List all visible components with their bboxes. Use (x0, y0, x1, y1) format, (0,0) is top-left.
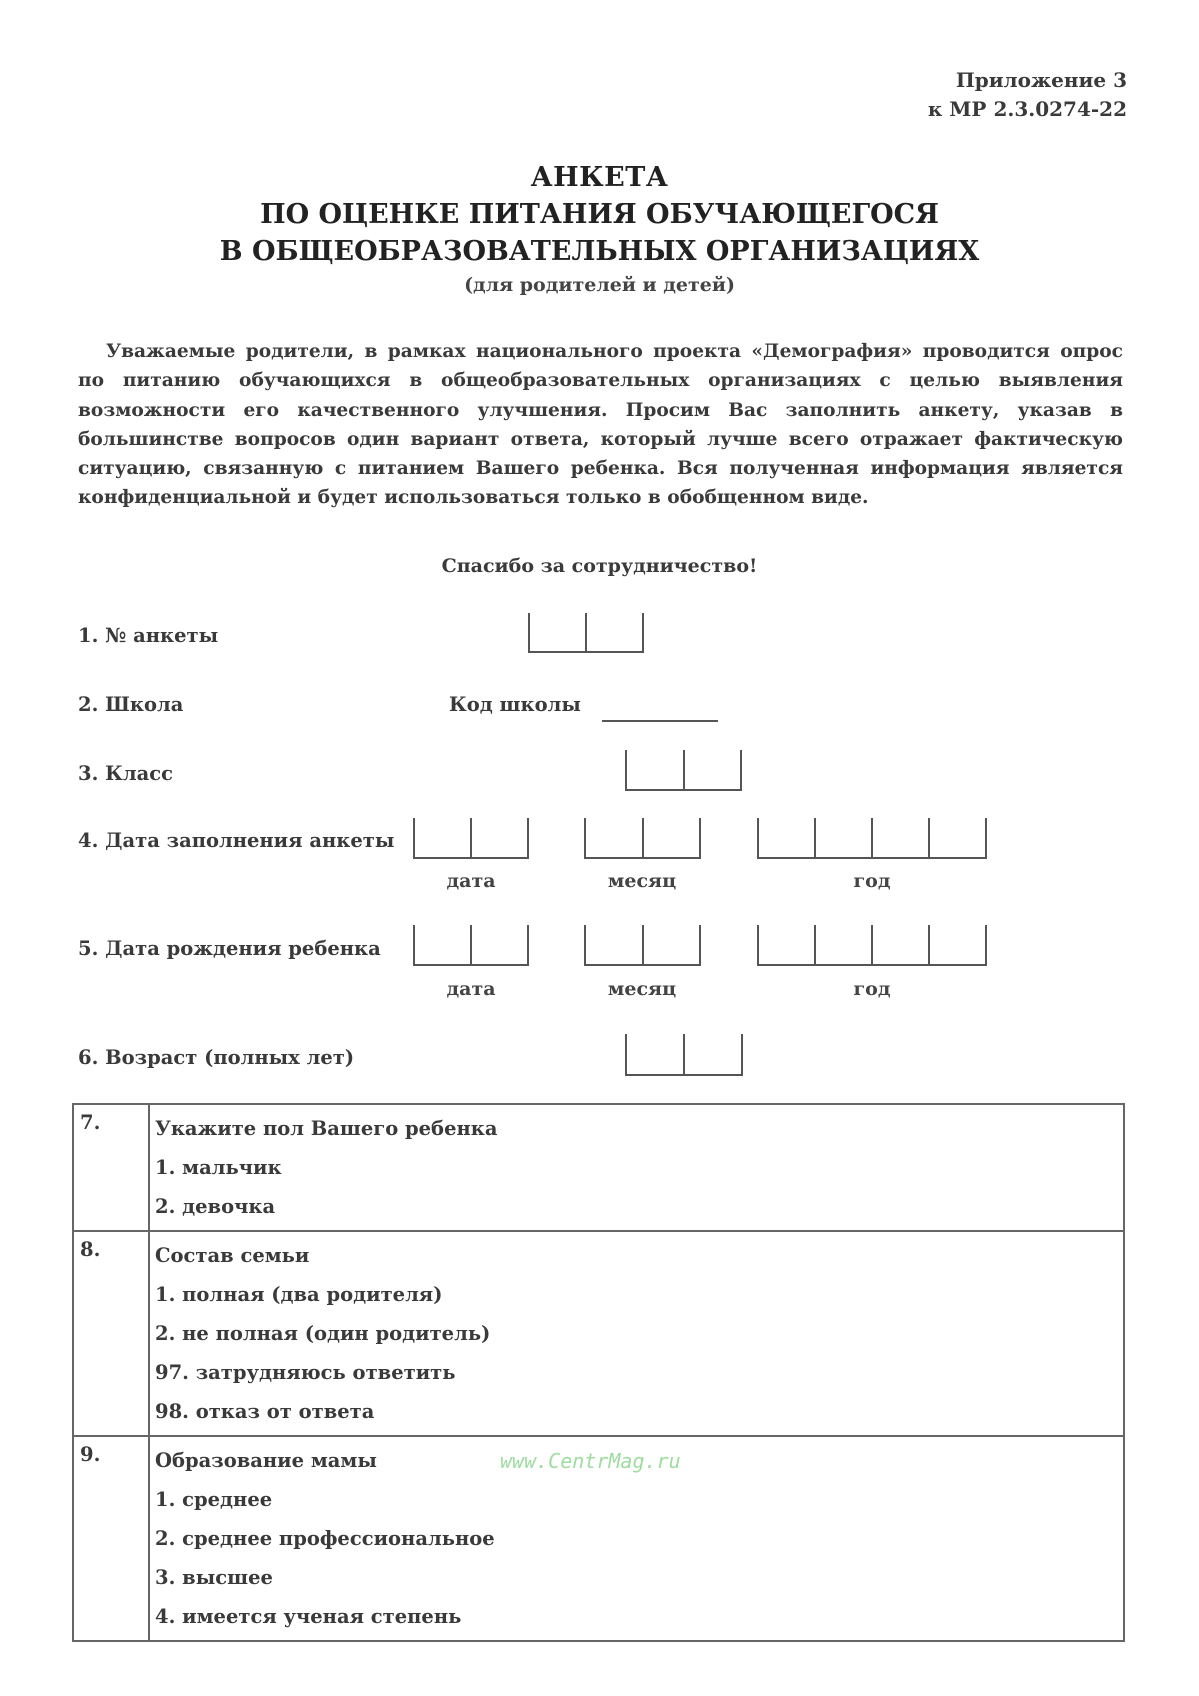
digit-cell[interactable] (683, 750, 741, 789)
question-row (73, 1231, 1124, 1436)
digit-cell[interactable] (627, 1034, 683, 1074)
digit-cell[interactable] (470, 925, 527, 964)
digit-cell[interactable] (627, 750, 683, 789)
birth-date-day-input[interactable] (413, 925, 529, 966)
questions-table (72, 1103, 1125, 1642)
answer-option[interactable]: 2. девочка (155, 1195, 276, 1218)
field-label-fill-date: 4. Дата заполнения анкеты (78, 829, 395, 852)
birth-date-year-input[interactable] (757, 925, 987, 966)
question-number: 8. (73, 1231, 149, 1436)
fill-date-day-input[interactable] (413, 818, 529, 859)
answer-option[interactable]: 2. среднее профессиональное (155, 1527, 495, 1550)
digit-cell[interactable] (683, 1034, 741, 1074)
class-input[interactable] (625, 750, 742, 791)
thanks-note: Спасибо за сотрудничество! (441, 555, 758, 577)
answer-option[interactable]: 1. полная (два родителя) (155, 1283, 443, 1306)
answer-option[interactable]: 1. мальчик (155, 1156, 282, 1179)
digit-cell[interactable] (642, 818, 700, 857)
school-code-input[interactable] (602, 720, 718, 722)
fill-date-month-label: месяц (607, 870, 677, 892)
digit-cell[interactable] (642, 925, 700, 964)
question-text: Состав семьи (155, 1244, 310, 1267)
digit-cell[interactable] (470, 818, 527, 857)
digit-cell[interactable] (586, 925, 642, 964)
document-title-line-3: В ОБЩЕОБРАЗОВАТЕЛЬНЫХ ОРГАНИЗАЦИЯХ (219, 236, 980, 267)
digit-cell[interactable] (928, 818, 985, 857)
answer-option[interactable]: 97. затрудняюсь ответить (155, 1361, 456, 1384)
digit-cell[interactable] (530, 613, 585, 651)
digit-cell[interactable] (871, 818, 928, 857)
question-row (73, 1104, 1124, 1231)
digit-cell[interactable] (415, 818, 470, 857)
birth-date-month-input[interactable] (584, 925, 701, 966)
digit-cell[interactable] (814, 925, 871, 964)
appendix-reference (928, 66, 1127, 124)
field-label-class: 3. Класс (78, 762, 174, 785)
field-label-school-code: Код школы (449, 693, 581, 716)
age-input[interactable] (625, 1034, 743, 1076)
digit-cell[interactable] (586, 818, 642, 857)
answer-option[interactable]: 3. высшее (155, 1566, 273, 1589)
fill-date-month-input[interactable] (584, 818, 701, 859)
question-text: Образование мамы (155, 1449, 377, 1472)
birth-date-year-label: год (853, 978, 891, 1000)
field-label-age: 6. Возраст (полных лет) (78, 1046, 355, 1069)
birth-date-day-label: дата (446, 978, 496, 1000)
field-label-school: 2. Школа (78, 693, 184, 716)
field-label-birth-date: 5. Дата рождения ребенка (78, 937, 381, 960)
appendix-line-2: к МР 2.3.0274-22 (927, 97, 1127, 121)
digit-cell[interactable] (415, 925, 470, 964)
digit-cell[interactable] (928, 925, 985, 964)
watermark: www.CentrMag.ru (500, 1449, 681, 1473)
intro-paragraph: Уважаемые родители, в рамках национального проекта «Демография» проводится опрос по питанию обучающихся в общеобразовательных организациях с целью выявления возможности его качественного улучшения. Просим Вас заполнить анкету, указав в большинстве вопросов один вариант ответа, который лучше всего отражает фактическую ситуацию, связанную с питанием Вашего ребенка. Вся полученная информация является конфиденциальной и будет использоваться только в обобщенном виде. (78, 341, 1123, 509)
digit-cell[interactable] (871, 925, 928, 964)
digit-cell[interactable] (814, 818, 871, 857)
fill-date-year-input[interactable] (757, 818, 987, 859)
document-title: АНКЕТА (530, 162, 669, 193)
question-number: 7. (73, 1104, 149, 1231)
question-number: 9. (73, 1436, 149, 1641)
document-title-line-2: ПО ОЦЕНКЕ ПИТАНИЯ ОБУЧАЮЩЕГОСЯ (260, 199, 939, 230)
answer-option[interactable]: 2. не полная (один родитель) (155, 1322, 491, 1345)
appendix-line-1: Приложение 3 (955, 68, 1127, 92)
answer-option[interactable]: 98. отказ от ответа (155, 1400, 375, 1423)
question-text: Укажите пол Вашего ребенка (155, 1117, 498, 1140)
questionnaire-number-input[interactable] (528, 613, 644, 653)
digit-cell[interactable] (759, 925, 814, 964)
fill-date-day-label: дата (446, 870, 496, 892)
document-subtitle: (для родителей и детей) (464, 274, 735, 296)
fill-date-year-label: год (853, 870, 891, 892)
digit-cell[interactable] (759, 818, 814, 857)
answer-option[interactable]: 1. среднее (155, 1488, 273, 1511)
answer-option[interactable]: 4. имеется ученая степень (155, 1605, 462, 1628)
question-body (149, 1104, 1124, 1231)
question-body (149, 1231, 1124, 1436)
digit-cell[interactable] (585, 613, 642, 651)
birth-date-month-label: месяц (607, 978, 677, 1000)
field-label-questionnaire-number: 1. № анкеты (78, 624, 219, 647)
